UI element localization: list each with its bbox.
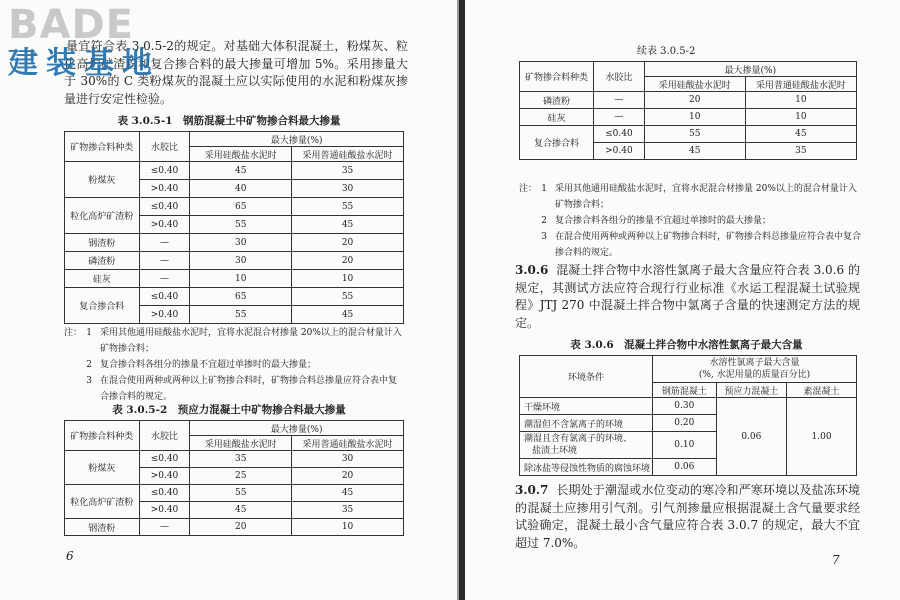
- table3-caption: 表 3.0.6 混凝土拌合物中水溶性氯离子最大含量: [570, 339, 803, 351]
- table-row: [520, 92, 857, 109]
- note-text: 采用其他通用硅酸盐水泥时，宜将水泥混合材掺量 20%以上的混合材量计入矿物掺合料；: [555, 184, 857, 210]
- note-label: [519, 213, 533, 229]
- header-water-binder-ratio: 水胶比: [139, 421, 190, 451]
- portland-value-cell: 10: [644, 109, 745, 126]
- table-row: [65, 485, 404, 502]
- ordinary-portland-value-cell: 45: [292, 306, 404, 324]
- ordinary-portland-value-cell: 20: [292, 468, 404, 485]
- portland-value-cell: 55: [190, 306, 292, 324]
- ratio-cell: ≤0.40: [139, 485, 190, 502]
- portland-value-cell: 65: [190, 198, 292, 216]
- ratio-cell: >0.40: [139, 306, 190, 324]
- table-row: [65, 252, 404, 270]
- header-ordinary-portland-cement: 采用普通硅酸盐水泥时: [292, 436, 404, 451]
- ordinary-portland-value-cell: 10: [292, 519, 404, 536]
- table-3-0-5-2-continued: [519, 61, 857, 160]
- portland-value-cell: 25: [190, 468, 292, 485]
- reinforced-value-cell: 0.30: [653, 398, 717, 415]
- note-item: [519, 213, 864, 229]
- environment-line: 潮湿且含有氯离子的环境、: [524, 434, 633, 444]
- ordinary-portland-value-cell: 30: [292, 180, 404, 198]
- note-text: 在混合使用两种或两种以上矿物掺合料时，矿物掺合料总掺量应符合表中复合掺合料的规定。: [555, 232, 862, 258]
- table-row: [65, 451, 404, 468]
- ordinary-portland-value-cell: 55: [292, 198, 404, 216]
- table1-caption: 表 3.0.5-1 钢筋混凝土中矿物掺合料最大掺量: [117, 115, 341, 127]
- section-3-0-7: [515, 482, 860, 552]
- note-label: [64, 373, 78, 405]
- note-number: 3: [541, 232, 547, 242]
- header-mineral-type: 矿物掺合料种类: [65, 132, 140, 162]
- table-row: [65, 270, 404, 288]
- portland-value-cell: 20: [644, 92, 745, 109]
- ordinary-portland-value-cell: 20: [292, 252, 404, 270]
- ordinary-portland-value-cell: 35: [292, 162, 404, 180]
- mineral-type-cell: 硅灰: [520, 109, 594, 126]
- ratio-cell: >0.40: [594, 143, 645, 160]
- header-mineral-type: 矿物掺合料种类: [520, 62, 594, 92]
- table-row: [520, 398, 857, 415]
- portland-value-cell: 55: [190, 216, 292, 234]
- note-number: 1: [541, 184, 547, 194]
- table2-caption: 表 3.0.5-2 预应力混凝土中矿物掺合料最大掺量: [112, 404, 346, 416]
- environment-line: 盐渍土环境: [532, 446, 578, 456]
- mineral-type-cell: 磷渣粉: [520, 92, 594, 109]
- table-row: [65, 519, 404, 536]
- note-text: 采用其他通用硅酸盐水泥时，宜将水泥混合材掺量 20%以上的混合材量计入矿物掺合料；: [100, 328, 402, 354]
- mineral-type-cell: 钢渣粉: [65, 519, 140, 536]
- ratio-cell: ≤0.40: [139, 162, 190, 180]
- ordinary-portland-value-cell: 10: [745, 92, 856, 109]
- ratio-cell: ≤0.40: [594, 126, 645, 143]
- page-number-right: 7: [832, 553, 840, 567]
- table-row: [65, 162, 404, 180]
- note-item: [64, 357, 404, 373]
- note-label: [64, 357, 78, 373]
- table-3-0-5-2: [64, 420, 404, 536]
- header-max-dosage: 最大掺量(%): [190, 421, 404, 436]
- mineral-type-cell: 复合掺合料: [520, 126, 594, 160]
- ordinary-portland-value-cell: 55: [292, 288, 404, 306]
- ratio-cell: —: [139, 234, 190, 252]
- mineral-type-cell: 复合掺合料: [65, 288, 140, 324]
- ordinary-portland-value-cell: 30: [292, 451, 404, 468]
- watermark-subtitle: 建装基地: [8, 46, 160, 81]
- header-water-binder-ratio: 水胶比: [139, 132, 190, 162]
- ordinary-portland-value-cell: 10: [292, 270, 404, 288]
- mineral-type-cell: 粒化高炉矿渣粉: [65, 485, 140, 519]
- ordinary-portland-value-cell: 10: [745, 109, 856, 126]
- note-number: 1: [86, 328, 92, 338]
- header-prestressed-concrete: 预应力混凝土: [716, 383, 786, 398]
- table-row: [65, 288, 404, 306]
- header-max-dosage: 最大掺量(%): [190, 132, 404, 147]
- header-environment: 环境条件: [520, 356, 653, 398]
- table-3-0-6: [519, 355, 857, 476]
- ratio-cell: —: [594, 92, 645, 109]
- portland-value-cell: 45: [190, 162, 292, 180]
- portland-value-cell: 45: [190, 502, 292, 519]
- note-label: 注：: [519, 184, 538, 194]
- section-3-0-6: [515, 262, 860, 332]
- portland-value-cell: 40: [190, 180, 292, 198]
- reinforced-value-cell: 0.06: [653, 459, 717, 476]
- note-text: 复合掺合料各组分的掺量不宜超过单掺时的最大掺量；: [100, 360, 317, 370]
- mineral-type-cell: 磷渣粉: [65, 252, 140, 270]
- header-ordinary-portland-cement: 采用普通硅酸盐水泥时: [292, 147, 404, 162]
- ratio-cell: ≤0.40: [139, 198, 190, 216]
- watermark-brand: BADE: [8, 2, 134, 48]
- note-label: [519, 229, 533, 261]
- note-text: 复合掺合料各组分的掺量不宜超过单掺时的最大掺量；: [555, 216, 772, 226]
- table-row: [520, 109, 857, 126]
- reinforced-value-cell: 0.10: [653, 432, 717, 459]
- mineral-type-cell: 粒化高炉矿渣粉: [65, 198, 140, 234]
- portland-value-cell: 55: [190, 485, 292, 502]
- intro-paragraph: 量宜符合表 3.0.5-2的规定。对基础大体积混凝土，粉煤灰、粒化高炉矿渣粉和复合掺合料的最大掺量可增加 5%。采用掺量大于 30%的 C 类粉煤灰的混凝土应以实际使用的水泥和粉煤灰掺量进行安定性检验。: [64, 39, 408, 106]
- ordinary-portland-value-cell: 35: [292, 502, 404, 519]
- header-ordinary-portland-cement: 采用普通硅酸盐水泥时: [745, 77, 856, 92]
- table2-notes: [519, 181, 864, 261]
- section-text: 长期处于潮湿或水位变动的寒冷和严寒环境以及盐冻环境的混凝土应掺用引气剂。引气剂掺量应根据混凝土含气量要求经试验确定，混凝土最小含气量应符合表 3.0.7 的规定，最大不宜超过 7.0%。: [515, 483, 860, 550]
- mineral-type-cell: 硅灰: [65, 270, 140, 288]
- table1-notes: [64, 325, 404, 405]
- ordinary-portland-value-cell: 45: [745, 126, 856, 143]
- note-item: [64, 325, 404, 357]
- environment-cell: [520, 432, 653, 459]
- environment-cell: 干燥环境: [520, 398, 653, 415]
- portland-value-cell: 30: [190, 252, 292, 270]
- note-text: 在混合使用两种或两种以上矿物掺合料时，矿物掺合料总掺量应符合表中复合掺合料的规定。: [100, 376, 398, 402]
- header-portland-cement: 采用硅酸盐水泥时: [190, 147, 292, 162]
- note-label: 注：: [64, 328, 83, 338]
- header-reinforced-concrete: 钢筋混凝土: [653, 383, 717, 398]
- ratio-cell: >0.40: [139, 180, 190, 198]
- header-chloride-unit: (%, 水泥用量的质量百分比): [698, 370, 811, 380]
- ordinary-portland-value-cell: 45: [292, 485, 404, 502]
- note-item: [64, 373, 404, 405]
- note-item: [519, 229, 864, 261]
- note-number: 2: [541, 216, 547, 226]
- right-page: [465, 0, 900, 600]
- header-max-dosage: 最大掺量(%): [644, 62, 856, 77]
- header-chloride-title: 水溶性氯离子最大含量: [709, 358, 800, 368]
- environment-cell: 除冰盐等侵蚀性物质的腐蚀环境: [520, 459, 653, 476]
- header-portland-cement: 采用硅酸盐水泥时: [190, 436, 292, 451]
- header-portland-cement: 采用硅酸盐水泥时: [644, 77, 745, 92]
- note-number: 2: [86, 360, 92, 370]
- ratio-cell: —: [139, 270, 190, 288]
- portland-value-cell: 35: [190, 451, 292, 468]
- ratio-cell: >0.40: [139, 468, 190, 485]
- ratio-cell: >0.40: [139, 216, 190, 234]
- table-row: [520, 126, 857, 143]
- section-number: 3.0.6: [515, 263, 549, 277]
- ordinary-portland-value-cell: 45: [292, 216, 404, 234]
- header-chloride-max: [653, 356, 857, 383]
- table2-continued-caption: 续表 3.0.5-2: [637, 46, 696, 57]
- mineral-type-cell: 钢渣粉: [65, 234, 140, 252]
- portland-value-cell: 30: [190, 234, 292, 252]
- ratio-cell: —: [139, 519, 190, 536]
- reinforced-value-cell: 0.20: [653, 415, 717, 432]
- ratio-cell: ≤0.40: [139, 451, 190, 468]
- portland-value-cell: 45: [644, 143, 745, 160]
- portland-value-cell: 55: [644, 126, 745, 143]
- section-number: 3.0.7: [515, 483, 549, 497]
- section-text: 混凝土拌合物中水溶性氯离子最大含量应符合表 3.0.6 的规定，其测试方法应符合现行行业标准《水运工程混凝土试验规程》JTJ 270 中混凝土拌合物中氯离子含量的快速测定方法的规定。: [515, 263, 860, 330]
- note-number: 3: [86, 376, 92, 386]
- portland-value-cell: 10: [190, 270, 292, 288]
- portland-value-cell: 65: [190, 288, 292, 306]
- ordinary-portland-value-cell: 35: [745, 143, 856, 160]
- prestressed-value-cell: 0.06: [716, 398, 786, 476]
- table-3-0-5-1: [64, 131, 404, 324]
- ratio-cell: ≤0.40: [139, 288, 190, 306]
- table-row: [65, 234, 404, 252]
- watermark-logo: [8, 4, 178, 90]
- note-item: [519, 181, 864, 213]
- ratio-cell: >0.40: [139, 502, 190, 519]
- mineral-type-cell: 粉煤灰: [65, 451, 140, 485]
- header-mineral-type: 矿物掺合料种类: [65, 421, 140, 451]
- ordinary-portland-value-cell: 20: [292, 234, 404, 252]
- table-row: [65, 198, 404, 216]
- mineral-type-cell: 粉煤灰: [65, 162, 140, 198]
- portland-value-cell: 20: [190, 519, 292, 536]
- header-plain-concrete: 素混凝土: [787, 383, 857, 398]
- header-water-binder-ratio: 水胶比: [594, 62, 645, 92]
- plain-value-cell: 1.00: [787, 398, 857, 476]
- ratio-cell: —: [594, 109, 645, 126]
- page-number-left: 6: [66, 549, 74, 563]
- environment-cell: 潮湿但不含氯离子的环境: [520, 415, 653, 432]
- ratio-cell: —: [139, 252, 190, 270]
